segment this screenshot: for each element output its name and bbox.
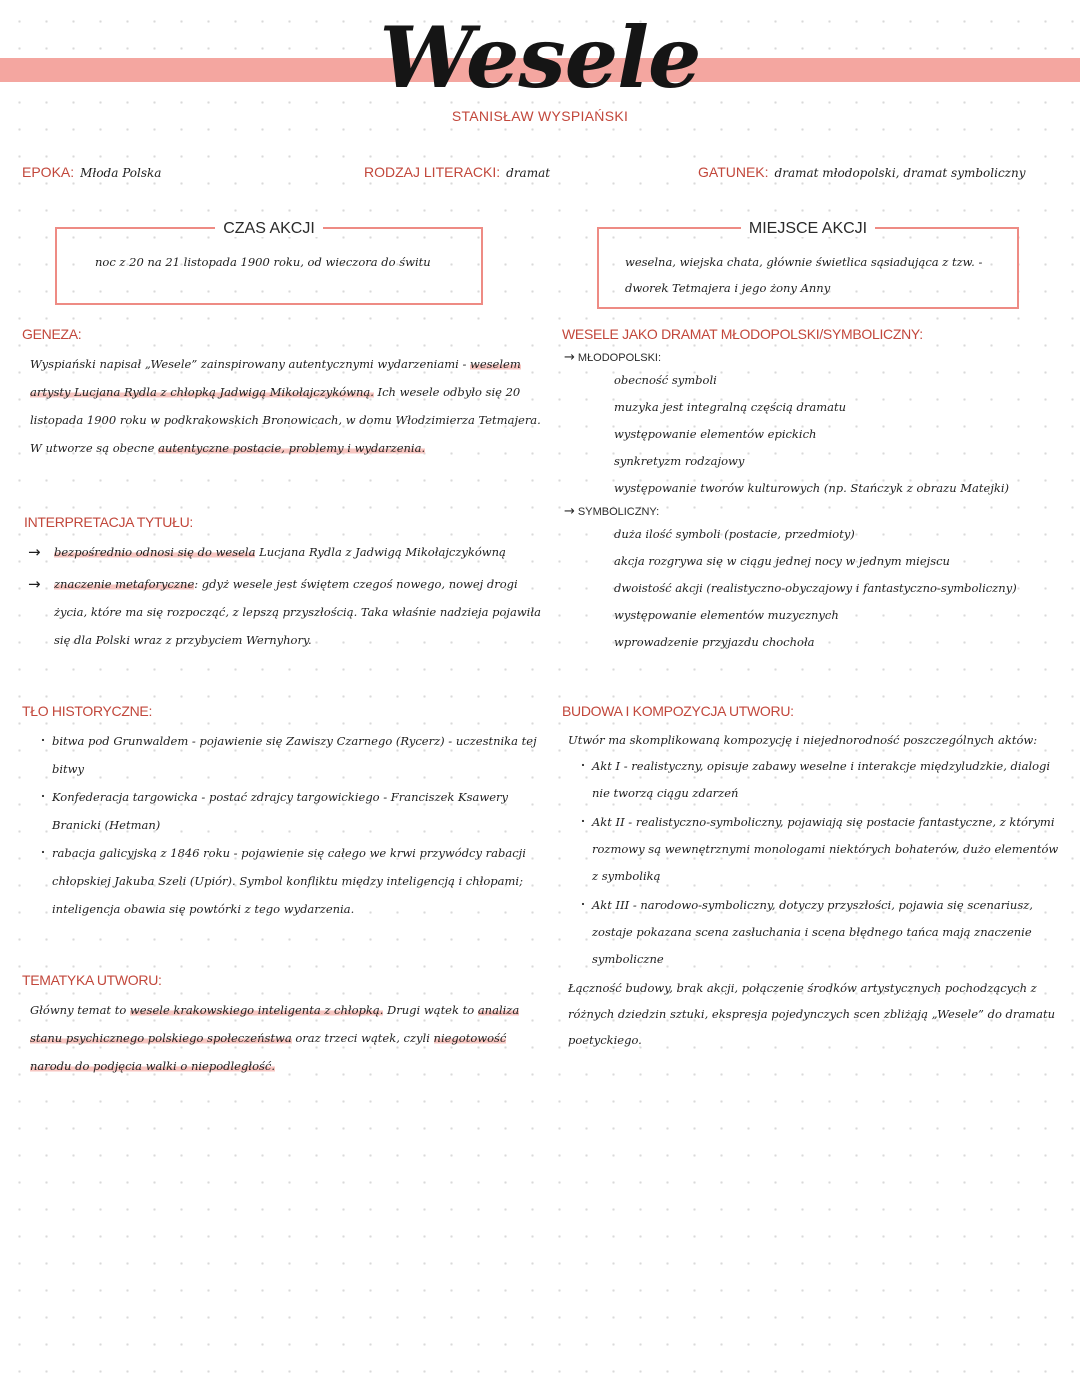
budowa-acts-list	[562, 753, 1062, 973]
interpretacja-item-1: → bezpośrednio odnosi się do wesela Lucjana Rydla z Jadwigą Mikołajczykówną	[54, 538, 544, 566]
dramat-heading: WESELE JAKO DRAMAT MŁODOPOLSKI/SYMBOLICZNY:	[562, 326, 923, 342]
czas-akcji-title: CZAS AKCJI	[215, 220, 323, 237]
symboliczny-label: → SYMBOLICZNY:	[564, 504, 660, 519]
symboliczny-item: · wprowadzenie przyjazdu chochoła	[614, 629, 1062, 656]
budowa-act-2: · Akt II - realistyczno-symboliczny, pojawiają się postacie fantastyczne, z którymi rozmowy są wewnętrznymi monologami niektórych bohaterów, dużo elementów z symboliką	[592, 809, 1062, 890]
tlo-list	[22, 727, 544, 923]
page-title: Wesele	[379, 8, 701, 107]
arrow-icon: →	[564, 504, 575, 519]
mlodopolski-item: · występowanie tworów kulturowych (np. Stańczyk z obrazu Matejki)	[614, 475, 1062, 502]
geneza-highlight-1: weselem artysty Lucjana Rydla z chłopką Jadwigą Mikołajczykówną.	[30, 357, 521, 399]
symboliczny-item: · występowanie elementów muzycznych	[614, 602, 1062, 629]
meta-rodzaj	[364, 164, 550, 180]
budowa-intro: Utwór ma skomplikowaną kompozycję i niejednorodność poszczególnych aktów:	[568, 733, 1038, 747]
arrow-icon: →	[564, 350, 575, 365]
mlodopolski-list	[562, 367, 1062, 502]
czas-akcji-box	[55, 220, 483, 305]
tlo-heading: TŁO HISTORYCZNE:	[22, 703, 153, 719]
budowa-heading: BUDOWA I KOMPOZYCJA UTWORU:	[562, 703, 794, 719]
mlodopolski-item: · obecność symboli	[614, 367, 1062, 394]
meta-epoka	[22, 164, 161, 180]
author-name: STANISŁAW WYSPIAŃSKI	[451, 108, 629, 124]
miejsce-akcji-title: MIEJSCE AKCJI	[741, 220, 875, 237]
interpretacja-list	[24, 538, 544, 654]
tlo-item-2: · Konfederacja targowicka - postać zdrajcy targowickiego - Franciszek Ksawery Branicki (Hetman)	[52, 783, 544, 839]
budowa-act-1: · Akt I - realistyczny, opisuje zabawy weselne i interakcje międzyludzkie, dialogi nie tworzą ciągu zdarzeń	[592, 753, 1062, 807]
dramat-section	[562, 326, 1062, 656]
tematyka-highlight-1: wesele krakowskiego inteligenta z chłopką.	[129, 1003, 384, 1017]
symboliczny-item: · duża ilość symboli (postacie, przedmioty)	[614, 521, 1062, 548]
tematyka-heading: TEMATYKA UTWORU:	[22, 972, 162, 988]
budowa-section	[562, 703, 1062, 1053]
gatunek-value: dramat młodopolski, dramat symboliczny	[774, 166, 1026, 180]
gatunek-label: GATUNEK:	[698, 164, 769, 180]
tlo-item-1: · bitwa pod Grunwaldem - pojawienie się Zawiszy Czarnego (Rycerz) - uczestnika tej bitwy	[52, 727, 544, 783]
symboliczny-item: · akcja rozgrywa się w ciągu jednej nocy w jednym miejscu	[614, 548, 1062, 575]
mlodopolski-item: · synkretyzm rodzajowy	[614, 448, 1062, 475]
epoka-label: EPOKA:	[22, 164, 75, 180]
geneza-text-1: Wyspiański napisał „Wesele” zainspirowany autentycznymi wydarzeniami -	[30, 357, 470, 371]
tlo-section	[22, 703, 544, 923]
miejsce-akcji-box	[597, 220, 1019, 309]
rodzaj-value: dramat	[506, 166, 551, 180]
budowa-act-3: · Akt III - narodowo-symboliczny, dotyczy przyszłości, pojawia się scenariusz, zostaje pokazana scena zasłuchania i scena błędnego tańca mają znaczenie symboliczne	[592, 892, 1062, 973]
geneza-text-2: Ich wesele odbyło się 20 listopada 1900 roku w podkrakowskich Bronowicach, w domu Włodzimierza Tetmajera. W utworze są obecne	[30, 385, 541, 455]
meta-gatunek	[698, 164, 1026, 180]
tlo-item-3: · rabacja galicyjska z 1846 roku - pojawienie się całego we krwi przywódcy rabacji chłopskiej Jakuba Szeli (Upiór). Symbol konfliktu między inteligencją i chłopami; inteligencja obawia się powtórki z tego wydarzenia.	[52, 839, 544, 923]
interpretacja-section	[24, 514, 544, 658]
tematyka-section	[22, 972, 544, 1080]
geneza-heading: GENEZA:	[22, 326, 82, 342]
tematyka-highlight-2: analiza stanu psychicznego polskiego społeczeństwa	[30, 1003, 520, 1045]
tematyka-highlight-3: niegotowość narodu do podjęcia walki o niepodległość.	[30, 1031, 507, 1073]
geneza-text	[30, 350, 542, 462]
miejsce-akcji-text: weselna, wiejska chata, głównie świetlica sąsiadująca z tzw. - dworek Tetmajera i jego żony Anny	[625, 255, 983, 295]
mlodopolski-item: · występowanie elementów epickich	[614, 421, 1062, 448]
mlodopolski-item: · muzyka jest integralną częścią dramatu	[614, 394, 1062, 421]
epoka-value: Młoda Polska	[80, 166, 162, 180]
geneza-highlight-2: autentyczne postacie, problemy i wydarzenia.	[158, 441, 426, 455]
czas-akcji-text: noc z 20 na 21 listopada 1900 roku, od wieczora do świtu	[95, 255, 431, 269]
mlodopolski-label: → MŁODOPOLSKI:	[564, 350, 662, 365]
interpretacja-heading: INTERPRETACJA TYTUŁU:	[24, 514, 193, 530]
interpretacja-item-2: → znaczenie metaforyczne: gdyż wesele jest świętem czegoś nowego, nowej drogi życia, które ma się rozpocząć, z lepszą przyszłością. Taka właśnie nadzieja pojawiła się dla Polski wraz z przybyciem Wernyhory.	[54, 570, 544, 654]
budowa-outro: Łączność budowy, brak akcji, połączenie środków artystycznych pochodzących z różnych dziedzin sztuki, ekspresja pojedynczych scen zbliżają „Wesele” do dramatu poetyckiego.	[568, 981, 1056, 1047]
rodzaj-label: RODZAJ LITERACKI:	[364, 164, 501, 180]
symboliczny-item: · dwoistość akcji (realistyczno-obyczajowy i fantastyczno-symboliczny)	[614, 575, 1062, 602]
symboliczny-list	[562, 521, 1062, 656]
tematyka-text: Główny temat to wesele krakowskiego inteligenta z chłopką. Drugi wątek to analiza stanu psychicznego polskiego społeczeństwa oraz trzeci wątek, czyli niegotowość narodu do podjęcia walki o niepodległość.	[30, 1003, 520, 1073]
geneza-section	[22, 326, 542, 462]
